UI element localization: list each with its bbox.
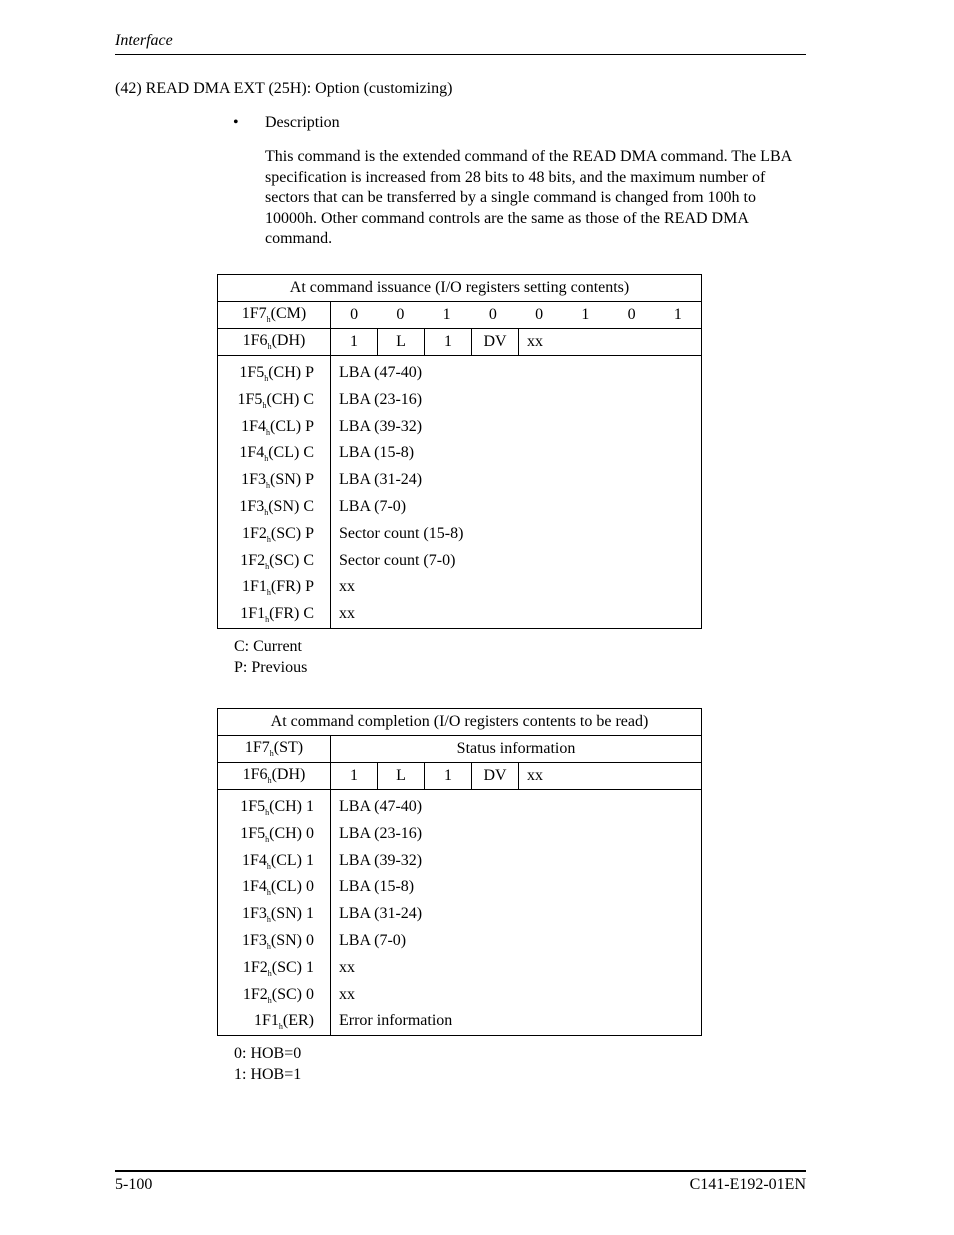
register-row-value: LBA (31-24) <box>339 471 423 489</box>
register-row-value: xx <box>339 958 355 976</box>
register-row-label: $1F5_h(CH)$ C <box>237 390 314 410</box>
register-row-label: $1F5_h(CH)$ P <box>239 364 314 384</box>
register-label-column <box>218 356 331 629</box>
register-row-value: Sector count (15-8) <box>339 524 464 542</box>
register-label: $1F6_h(DH)$ <box>218 329 331 356</box>
status-information: Status information <box>331 736 702 763</box>
command-bit: 0 <box>350 306 359 323</box>
register-row-label: $1F3_h(SN)$ C <box>239 497 314 518</box>
register-row-label: $1F5_h(CH)$ 0 <box>240 824 314 844</box>
dh-field: 1 <box>331 329 378 356</box>
legend-current-previous <box>234 637 307 678</box>
register-row-label: $1F1_h(ER)$ <box>253 1012 314 1032</box>
legend-line: C: Current <box>234 638 302 655</box>
dh-field: L <box>378 763 425 790</box>
issuance-register-table <box>217 274 702 629</box>
register-row-value: xx <box>339 578 355 596</box>
dh-field: 1 <box>331 763 378 790</box>
register-row-value: LBA (15-8) <box>339 444 415 462</box>
register-row-value: LBA (31-24) <box>339 905 423 923</box>
completion-register-table <box>217 708 702 1036</box>
description-paragraph: This command is the extended command of the READ DMA command. The LBA specification is increased from 28 bits to 48 bits, and the maximum number of sectors that can be transferred by a single command is changed from 100h to 10000h. Other command controls are the same as those of the READ DMA command. <box>265 148 792 247</box>
dh-row <box>218 329 702 356</box>
running-header: Interface <box>115 32 173 49</box>
register-row-value: LBA (39-32) <box>339 417 423 435</box>
dh-row <box>218 763 702 790</box>
legend-hob <box>234 1044 301 1085</box>
st-row <box>218 736 702 763</box>
register-label: $1F6_h(DH)$ <box>218 763 331 790</box>
document-code: C141-E192-01EN <box>689 1176 806 1193</box>
register-row-label: $1F4_h(CL)$ C <box>239 444 314 464</box>
register-label: $1F7_h(ST)$ <box>218 736 331 763</box>
register-row-value: LBA (7-0) <box>339 497 407 515</box>
register-row-label: $1F1_h(FR)$ C <box>240 605 314 625</box>
register-label: $1F7_h(CM)$ <box>218 302 331 329</box>
footer-rule <box>115 1170 806 1172</box>
command-bit: 0 <box>535 306 544 323</box>
register-row-value: LBA (47-40) <box>339 364 423 381</box>
register-row-value: LBA (23-16) <box>339 390 423 408</box>
register-row-value: Sector count (7-0) <box>339 551 456 569</box>
register-label-column <box>218 790 331 1036</box>
bullet-label: Description <box>265 114 340 131</box>
command-bit: 0 <box>396 306 405 323</box>
dh-field: DV <box>472 329 519 356</box>
command-bits <box>331 302 702 329</box>
register-row-value: LBA (15-8) <box>339 878 415 896</box>
legend-line: 1: HOB=1 <box>234 1065 302 1083</box>
register-row-value: Error information <box>339 1012 453 1030</box>
header-rule <box>115 54 806 55</box>
bullet-icon: • <box>233 114 239 131</box>
register-row-value: xx <box>339 605 355 623</box>
register-row-label: $1F3_h(SN)$ 1 <box>241 905 314 925</box>
register-row-value: xx <box>339 985 355 1003</box>
register-value-column <box>331 790 702 1036</box>
register-row-label: $1F3_h(SN)$ 0 <box>241 931 314 952</box>
command-bit: 0 <box>488 306 497 323</box>
register-row-value: LBA (47-40) <box>339 798 423 815</box>
register-row-value: LBA (39-32) <box>339 851 423 869</box>
register-row-label: $1F1_h(FR)$ P <box>241 578 314 598</box>
dh-field: xx <box>519 329 702 356</box>
command-bit: 1 <box>673 306 682 323</box>
table-heading: At command completion (I/O registers contents to be read) <box>218 709 702 736</box>
dh-field: DV <box>472 763 519 790</box>
table-heading: At command issuance (I/O registers setting contents) <box>218 275 702 302</box>
legend-line: P: Previous <box>234 658 308 676</box>
register-row-label: $1F3_h(SN)$ P <box>241 471 314 491</box>
register-row-label: $1F2_h(SC)$ 1 <box>242 958 314 978</box>
dh-field: L <box>378 329 425 356</box>
dh-field: xx <box>519 763 702 790</box>
register-row-label: $1F2_h(SC)$ C <box>240 551 314 571</box>
command-bit: 1 <box>581 306 590 323</box>
register-row-label: $1F2_h(SC)$ P <box>241 524 314 544</box>
register-row-label: $1F2_h(SC)$ 0 <box>242 985 314 1005</box>
cm-row <box>218 302 702 329</box>
register-row-label: $1F4_h(CL)$ P <box>241 417 314 437</box>
section-title: (42) READ DMA EXT (25H): Option (customizing) <box>115 80 453 97</box>
dh-field: 1 <box>425 329 472 356</box>
dh-field: 1 <box>425 763 472 790</box>
register-row-value: LBA (7-0) <box>339 931 407 949</box>
legend-line: 0: HOB=0 <box>234 1045 302 1062</box>
command-bit: 0 <box>627 306 636 323</box>
register-value-column <box>331 356 702 629</box>
register-row-label: $1F4_h(CL)$ 1 <box>241 851 314 871</box>
register-row-value: LBA (23-16) <box>339 824 423 842</box>
command-bit: 1 <box>442 306 451 323</box>
page-number: 5-100 <box>115 1176 153 1193</box>
register-row-label: $1F4_h(CL)$ 0 <box>241 878 314 898</box>
register-row-label: $1F5_h(CH)$ 1 <box>240 798 314 818</box>
